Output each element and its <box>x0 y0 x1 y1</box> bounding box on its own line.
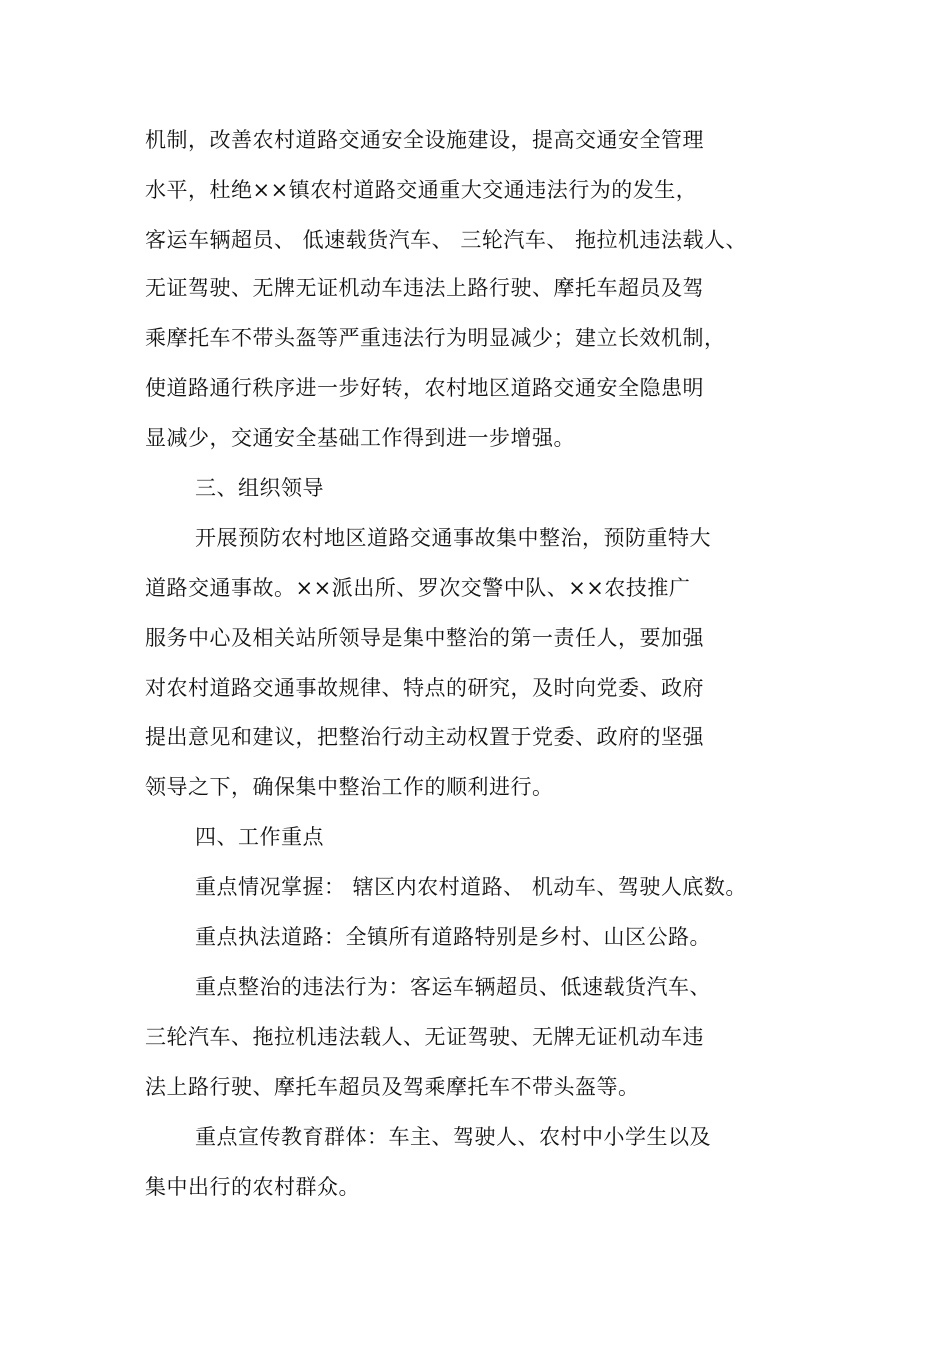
body-line: 道路交通事故。××派出所、罗次交警中队、××农技推广 <box>145 576 691 600</box>
body-line: 开展预防农村地区道路交通事故集中整治，预防重特大 <box>195 526 711 550</box>
body-line: 重点情况掌握： 辖区内农村道路、 机动车、驾驶人底数。 <box>195 875 747 899</box>
body-line: 提出意见和建议，把整治行动主动权置于党委、政府的坚强 <box>145 725 704 749</box>
body-line: 水平，杜绝××镇农村道路交通重大交通违法行为的发生， <box>145 178 698 202</box>
body-line: 重点整治的违法行为：客运车辆超员、低速载货汽车、 <box>195 975 711 999</box>
body-line: 集中出行的农村群众。 <box>145 1175 360 1199</box>
body-line: 机制，改善农村道路交通安全设施建设，提高交通安全管理 <box>145 128 704 152</box>
body-line: 重点宣传教育群体：车主、驾驶人、农村中小学生以及 <box>195 1125 711 1149</box>
body-line: 乘摩托车不带头盔等严重违法行为明显减少；建立长效机制， <box>145 326 726 350</box>
body-line: 领导之下，确保集中整治工作的顺利进行。 <box>145 775 554 799</box>
body-line: 客运车辆超员、 低速载货汽车、 三轮汽车、 拖拉机违法载人、 <box>145 228 748 252</box>
section-heading: 四、工作重点 <box>195 825 324 849</box>
body-line: 服务中心及相关站所领导是集中整治的第一责任人，要加强 <box>145 626 704 650</box>
body-line: 重点执法道路：全镇所有道路特别是乡村、山区公路。 <box>195 925 711 949</box>
section-heading: 三、组织领导 <box>195 476 324 500</box>
body-line: 法上路行驶、摩托车超员及驾乘摩托车不带头盔等。 <box>145 1075 640 1099</box>
body-line: 对农村道路交通事故规律、特点的研究，及时向党委、政府 <box>145 676 704 700</box>
body-line: 无证驾驶、无牌无证机动车违法上路行驶、摩托车超员及驾 <box>145 276 704 300</box>
body-line: 显减少，交通安全基础工作得到进一步增强。 <box>145 426 575 450</box>
body-line: 三轮汽车、拖拉机违法载人、无证驾驶、无牌无证机动车违 <box>145 1025 704 1049</box>
body-line: 使道路通行秩序进一步好转，农村地区道路交通安全隐患明 <box>145 376 704 400</box>
